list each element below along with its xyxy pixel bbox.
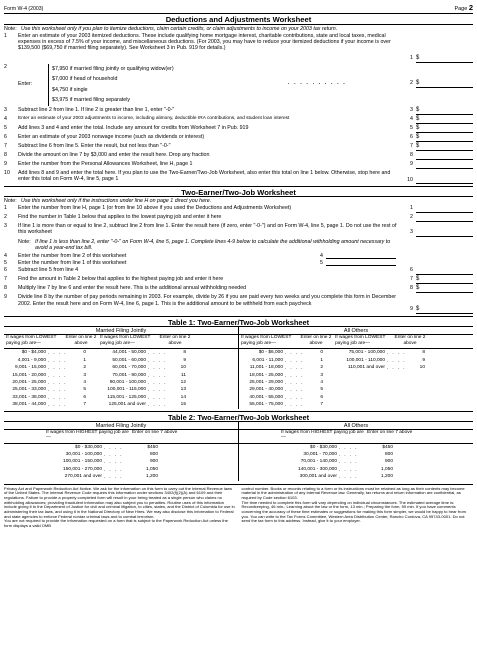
deductions-line-7-field[interactable]	[416, 143, 473, 151]
enter-value: 15	[180, 402, 186, 408]
enter-value: 8	[183, 350, 186, 356]
enter-value: 0	[83, 350, 86, 356]
deductions-line-9-field[interactable]	[416, 161, 473, 169]
two-earner-line-9-field[interactable]	[416, 306, 473, 314]
table-1-others-row: 11,001 - 18,000 . . . . 2	[241, 364, 333, 371]
enter-value: 1,050	[145, 466, 158, 472]
table-1-others-row: 55,001 - 75,000 . . . . 7	[241, 401, 333, 408]
table-1-mfj-row: 125,001 and over . . . . 15	[104, 401, 192, 408]
table-1-title: Table 1: Two-Earner/Two-Job Worksheet	[4, 316, 473, 327]
enter-value: 1	[83, 357, 86, 363]
two-earner-line-5: 5 Enter the number from line 1 of this worksheet 5	[4, 260, 473, 266]
deductions-line-2-field[interactable]	[416, 80, 473, 88]
deductions-line-7: 7 Subtract line 6 from line 5. Enter the result, but not less than "-0-" 7 $	[4, 143, 473, 151]
two-earner-line-3: 3 If line 1 is more than or equal to line 2, subtract line 2 from line 1. Enter the result here (if zero, enter "-0-") and on Form W-4, line 5, page 1. Do not use the rest of this worksheet 3	[4, 223, 473, 237]
table-1-mfj-row: 38,001 - 44,000 . . . . 7	[4, 401, 98, 408]
deductions-line-6: 6 Enter an estimate of your 2003 nonwage income (such as dividends or interest) 6 $	[4, 134, 473, 142]
enter-value: 8	[422, 350, 425, 356]
two-earner-line-8-field[interactable]	[416, 285, 473, 293]
wage-range: 300,001 and over	[299, 474, 337, 480]
enter-value: 2	[320, 365, 323, 371]
two-earner-line-1-field[interactable]	[416, 205, 473, 213]
enter-value: 5	[83, 387, 86, 393]
wage-range: 15,001 - 20,000	[12, 372, 46, 378]
two-earner-line-6: 6 Subtract line 5 from line 4 6	[4, 267, 473, 275]
two-earner-line-1: 1 Enter the number from line H, page 1 (or from line 10 above if you used the Deductions and Adjustments Worksheet) 1	[4, 205, 473, 213]
wage-range: 75,001 - 100,000	[348, 350, 385, 356]
wage-range: 29,001 - 40,000	[249, 387, 283, 393]
table-1-mfj-row: 9,001 - 15,000 . . . . 2	[4, 364, 98, 371]
two-earner-line-2-field[interactable]	[416, 214, 473, 222]
deductions-line-1-field[interactable]	[416, 55, 473, 63]
enter-value: 800	[384, 451, 393, 457]
table-1-mfj-row: 15,001 - 20,000 . . . . 3	[4, 372, 98, 379]
deductions-line-5-field[interactable]	[416, 125, 473, 133]
wage-range: 44,001 - 50,000	[112, 350, 146, 356]
two-earner-line-4: 4 Enter the number from line 2 of this worksheet 4	[4, 253, 473, 259]
deductions-line-8-field[interactable]	[416, 152, 473, 160]
deductions-line-6-field[interactable]	[416, 134, 473, 142]
deductions-line-3-field[interactable]	[416, 107, 473, 115]
enter-value: 1,050	[380, 466, 393, 472]
table-2-mfj-row: $0 - $30,000 . . . . $450	[44, 444, 238, 451]
enter-value: 0	[320, 350, 323, 356]
enter-value: 10	[180, 365, 186, 371]
wage-range: 33,001 - 38,000	[12, 394, 46, 400]
table-2-mfj-row: 150,001 - 270,000 . . . . 1,050	[44, 466, 238, 473]
wage-range: 4,001 - 9,000	[17, 357, 46, 363]
wage-range: $0 - $30,000	[310, 444, 337, 450]
enter-value: 7	[320, 402, 323, 408]
table-1-mfj-row: 44,001 - 50,000 . . . . 8	[104, 349, 192, 356]
table-1-mfj-row: 50,001 - 60,000 . . . . 9	[104, 357, 192, 364]
wage-range: 25,001 - 33,000	[12, 387, 46, 393]
deductions-line-3: 3 Subtract line 2 from line 1. If line 2 is greater than line 1, enter "-0-" 3 $	[4, 107, 473, 115]
two-earner-line-7-field[interactable]	[416, 276, 473, 284]
enter-value: 4	[83, 380, 86, 386]
wage-range: 20,001 - 25,000	[12, 380, 46, 386]
table-1-others-row: 25,001 - 29,000 . . . . 4	[241, 379, 333, 386]
table-2-others-row: 30,001 - 70,000 . . . . 800	[279, 451, 473, 458]
table-1-mfj: Married Filing Jointly If wages from LOWEST paying job are— Enter on line 2 above If wages from LOWEST paying job are— Enter on line 2 above $0 - $4,000 . . . . 0 4,001 - 9,000 . . . . 1 9,001 - 15,000 . . . . 2 15,001 - 20,000 . . . . 3 20,001 - 25,000 . . . . 4 25,001 - 33,000 . . . . 5 33,001 - 38,000 . . . . 6 38,001 - 44,000 . . . . 7 44,001 - 50,000 . . . . 8 50,001 - 60,000 . . . . 9 60,001 - 70,000 . . . . 10 70,001 - 90,000 . . . . 11 90,001 - 100,000 . . . . 12 100,001 - 115,000 . . . . 13 115,001 - 125,000 . . . . 14 125,001 and over . . . . 15	[4, 327, 238, 408]
page-header	[4, 3, 473, 14]
wage-range: 11,001 - 18,000	[249, 365, 283, 371]
deductions-line-4-field[interactable]	[416, 116, 473, 124]
enter-value: 900	[149, 459, 158, 465]
table-1-others-row: 18,001 - 25,000 . . . . 3	[241, 372, 333, 379]
enter-value: 6	[83, 394, 86, 400]
wage-range: 150,001 - 270,000	[63, 466, 102, 472]
form-id: Form W-4 (2003)	[4, 6, 44, 13]
wage-range: $0 - $6,000	[258, 350, 283, 356]
two-earner-line-2: 2 Find the number in Table 1 below that applies to the lowest paying job and enter it here 2	[4, 214, 473, 222]
table-1-others-row: 100,001 - 110,000 . . . . 9	[341, 357, 427, 364]
deductions-line-1: 1 Enter an estimate of your 2003 itemized deductions. These include qualifying home mortgage interest, charitable contributions, state and local taxes, medical expenses in excess of 7.5% of your income, and miscellaneous deductions. (For 2003, you may have to reduce your itemized deductions if your income is over $139,500 ($69,750 if married filing separately). See Worksheet 3 in Pub. 919 for details.) 1 $	[4, 33, 473, 63]
enter-value: 1,200	[380, 474, 393, 480]
enter-value: $450	[382, 444, 393, 450]
privacy-notice-right: control number. Books or records relating to a form or its instructions must be retained as long as their contents may become material in the administration of any Internal Revenue law. Generally, tax returns and return information are confidential, as required by Code section 6103. The time needed to complete this form will vary depending on individual circumstances. The estimated average time is: Recordkeeping, 46 min.; Learning about the law or the form, 13 min.; Preparing the form, 59 min. If you have comments concerning the accuracy of these time estimates or suggestions for making this form simpler, we would be happy to hear from you. You can write to the Tax Forms Committee, Western Area Distribution Center, Rancho Cordova, CA 95743-0001. Do not send the tax form to this address. Instead, give it to your employer.	[241, 485, 466, 524]
table-2-mfj-row: 100,001 - 150,000 . . . . 900	[44, 458, 238, 465]
deductions-line-9: 9 Enter the number from the Personal Allowances Worksheet, line H, page 1 9	[4, 161, 473, 169]
deductions-note: Note: Use this worksheet only if you plan to itemize deductions, claim certain credits, or claim adjustments to income on your 2003 tax return.	[4, 26, 338, 32]
table-1-mfj-row: 4,001 - 9,000 . . . . 1	[4, 357, 98, 364]
two-earner-note-2: Note: If line 1 is less than line 2, enter "-0-" on Form W-4, line 5, page 1. Complete lines 4-9 below to calculate the additional withholding amount necessary to avoid a year-end tax bill.	[18, 239, 391, 252]
deductions-line-10: 10 Add lines 8 and 9 and enter the total here. If you plan to use the Two-Earner/Two-Job Worksheet, also enter this total on line 1 below. Otherwise, stop here and enter this total on Form W-4, line 5, page 1 10	[4, 170, 473, 184]
table-1-mfj-row: 25,001 - 33,000 . . . . 5	[4, 386, 98, 393]
wage-range: 38,001 - 44,000	[12, 402, 46, 408]
wage-range: 70,001 - 90,000	[112, 372, 146, 378]
enter-value: 12	[180, 380, 186, 386]
wage-range: 6,001 - 11,000	[252, 357, 283, 363]
enter-value: 9	[183, 357, 186, 363]
enter-value: 10	[419, 365, 425, 371]
table-2-others-row: 300,001 and over . . . . 1,200	[279, 473, 473, 480]
wage-range: 55,001 - 75,000	[249, 402, 283, 408]
wage-range: 30,001 - 100,000	[65, 451, 102, 457]
page-number: Page 2	[454, 3, 473, 13]
wage-range: 115,001 - 125,000	[107, 394, 146, 400]
two-earner-line-6-field[interactable]	[416, 267, 473, 275]
wage-range: 9,001 - 15,000	[15, 365, 46, 371]
table-2-title: Table 2: Two-Earner/Two-Job Worksheet	[4, 411, 473, 422]
table-2-others-row: 140,001 - 300,000 . . . . 1,050	[279, 466, 473, 473]
enter-value: 13	[180, 387, 186, 393]
enter-value: 1	[320, 357, 323, 363]
enter-value: 3	[320, 372, 323, 378]
table-1-mfj-row: 100,001 - 115,000 . . . . 13	[104, 386, 192, 393]
table-1-mfj-row: 115,001 - 125,000 . . . . 14	[104, 394, 192, 401]
two-earner-line-3-field[interactable]	[416, 229, 473, 237]
table-2-mfj-row: 270,001 and over . . . . 1,200	[44, 473, 238, 480]
wage-range: 100,001 - 110,000	[346, 357, 385, 363]
two-earner-note: Note: Use this worksheet only if the instructions under line H on page 1 direct you here.	[4, 198, 212, 205]
wage-range: 50,001 - 60,000	[112, 357, 146, 363]
table-2-others-row: 70,001 - 140,000 . . . . 900	[279, 458, 473, 465]
wage-range: 270,001 and over	[64, 474, 102, 480]
table-2	[4, 422, 473, 481]
wage-range: 110,001 and over	[348, 365, 385, 371]
two-earner-line-4-field[interactable]	[326, 253, 396, 259]
wage-range: 60,001 - 70,000	[112, 365, 146, 371]
enter-value: 6	[320, 394, 323, 400]
enter-value: 2	[83, 365, 86, 371]
form-page	[4, 3, 473, 650]
enter-value: 800	[149, 451, 158, 457]
wage-range: 125,001 and over	[108, 402, 146, 408]
table-1-others-row: $0 - $6,000 . . . . 0	[241, 349, 333, 356]
table-1-others-row: 75,001 - 100,000 . . . . 8	[341, 349, 427, 356]
enter-value: 5	[320, 387, 323, 393]
wage-range: 100,001 - 150,000	[63, 459, 102, 465]
table-1-others-row: 6,001 - 11,000 . . . . 1	[241, 357, 333, 364]
wage-range: 18,001 - 25,000	[249, 372, 283, 378]
privacy-notice-left: Privacy Act and Paperwork Reduction Act Notice. We ask for the information on this form to carry out the Internal Revenue laws of the United States. The Internal Revenue Code requires this information under sections 3402(f)(2)(A) and 6109 and their regulations. Failure to provide a properly completed form will result in your being treated as a single person who claims no withholding allowances; providing fraudulent information may also subject you to penalties. Routine uses of this information include giving it to the Department of Justice for civil and criminal litigation, to cities, states, and the District of Columbia for use in administering their tax laws, and using it in the National Directory of New Hires. We may also disclose this information to Federal and state agencies to enforce Federal nontax criminal laws and to combat terrorism. You are not required to provide the information requested on a form that is subject to the Paperwork Reduction Act unless the form displays a valid OMB	[4, 485, 235, 529]
enter-value: 3	[83, 372, 86, 378]
table-1-mfj-row: $0 - $4,000 . . . . 0	[4, 349, 98, 356]
enter-value: $450	[147, 444, 158, 450]
wage-range: 40,001 - 55,000	[249, 394, 283, 400]
table-2-mfj: Married Filing Jointly If wages from HIGHEST paying job are— Enter on line 7 above $0 - $30,000 . . . . $450 30,001 - 100,000 . . . . 800 100,001 - 150,000 . . . . 900 150,001 - 270,000 . . . . 1,050 270,001 and over . . . . 1,200	[4, 422, 238, 481]
enter-value: 7	[83, 402, 86, 408]
table-1-others-row: 110,001 and over . . . . 10	[341, 364, 427, 371]
privacy-notice	[4, 484, 473, 529]
enter-value: 9	[422, 357, 425, 363]
wage-range: 70,001 - 140,000	[300, 459, 337, 465]
wage-range: 100,001 - 115,000	[107, 387, 146, 393]
table-1-others-row: 40,001 - 55,000 . . . . 6	[241, 394, 333, 401]
table-1-mfj-row: 70,001 - 90,000 . . . . 11	[104, 372, 192, 379]
two-earner-line-5-field[interactable]	[326, 260, 396, 266]
table-1-others-row: 29,001 - 40,000 . . . . 5	[241, 386, 333, 393]
table-1-mfj-row: 33,001 - 38,000 . . . . 6	[4, 394, 98, 401]
enter-value: 14	[180, 394, 186, 400]
enter-value: 11	[181, 372, 186, 378]
wage-range: 90,001 - 100,000	[109, 380, 146, 386]
table-1-mfj-row: 90,001 - 100,000 . . . . 12	[104, 379, 192, 386]
enter-value: 4	[320, 380, 323, 386]
table-2-mfj-row: 30,001 - 100,000 . . . . 800	[44, 451, 238, 458]
deductions-line-4: 4 Enter an estimate of your 2003 adjustments to income, including alimony, deductible IRA contributions, and student loan interest 4 $	[4, 116, 473, 124]
table-1-mfj-row: 20,001 - 25,000 . . . . 4	[4, 379, 98, 386]
enter-value: 1,200	[145, 474, 158, 480]
deductions-line-2: 2 Enter: $7,950 if married filing jointly or qualifying widow(er) $7,000 if head of household $4,750 if single $3,975 if married filing separately . . . . . . . . . . 2 $	[4, 64, 473, 106]
table-1-mfj-row: 60,001 - 70,000 . . . . 10	[104, 364, 192, 371]
two-earner-worksheet-title: Two-Earner/Two-Job Worksheet	[4, 186, 473, 197]
two-earner-line-9: 9 Divide line 8 by the number of pay periods remaining in 2003. For example, divide by 26 if you are paid every two weeks and you complete this form in December 2002. Enter the result here and on Form W-4, line 6, page 1. This is the additional amount to be withheld from each paycheck 9 $	[4, 294, 473, 314]
two-earner-line-7: 7 Find the amount in Table 2 below that applies to the highest paying job and enter it here 7 $	[4, 276, 473, 284]
line-2-options: $7,950 if married filing jointly or qualifying widow(er) $7,000 if head of household $4,750 if single $3,975 if married filing separately	[48, 64, 288, 106]
wage-range: 30,001 - 70,000	[303, 451, 337, 457]
wage-range: 140,001 - 300,000	[298, 466, 337, 472]
deductions-line-10-field[interactable]	[416, 176, 473, 184]
table-1-others: All Others If wages from LOWEST paying job are— Enter on line 2 above If wages from LOWEST paying job are— Enter on line 2 above $0 - $6,000 . . . . 0 6,001 - 11,000 . . . . 1 11,001 - 18,000 . . . . 2 18,001 - 25,000 . . . . 3 25,001 - 29,000 . . . . 4 29,001 - 40,000 . . . . 5 40,001 - 55,000 . . . . 6 55,001 - 75,000 . . . . 7 75,001 - 100,000 . . . . 8 100,001 - 110,000 . . . . 9 110,001 and over . . . . 10	[238, 327, 473, 408]
wage-range: 25,001 - 29,000	[249, 380, 283, 386]
table-1	[4, 327, 473, 408]
deductions-worksheet-title: Deductions and Adjustments Worksheet	[4, 14, 473, 25]
table-2-others-row: $0 - $30,000 . . . . $450	[279, 444, 473, 451]
deductions-line-5: 5 Add lines 3 and 4 and enter the total. Include any amount for credits from Worksheet 7 in Pub. 919 5 $	[4, 125, 473, 133]
enter-value: 900	[384, 459, 393, 465]
table-2-others: All Others If wages from HIGHEST paying job are— Enter on line 7 above $0 - $30,000 . . . . $450 30,001 - 70,000 . . . . 800 70,001 - 140,000 . . . . 900 140,001 - 300,000 . . . . 1,050 300,001 and over . . . . 1,200	[238, 422, 473, 481]
two-earner-line-8: 8 Multiply line 7 by line 6 and enter the result here. This is the additional annual withholding needed 8 $	[4, 285, 473, 293]
deductions-line-8: 8 Divide the amount on line 7 by $3,000 and enter the result here. Drop any fraction 8	[4, 152, 473, 160]
wage-range: $0 - $4,000	[21, 350, 46, 356]
wage-range: $0 - $30,000	[75, 444, 102, 450]
